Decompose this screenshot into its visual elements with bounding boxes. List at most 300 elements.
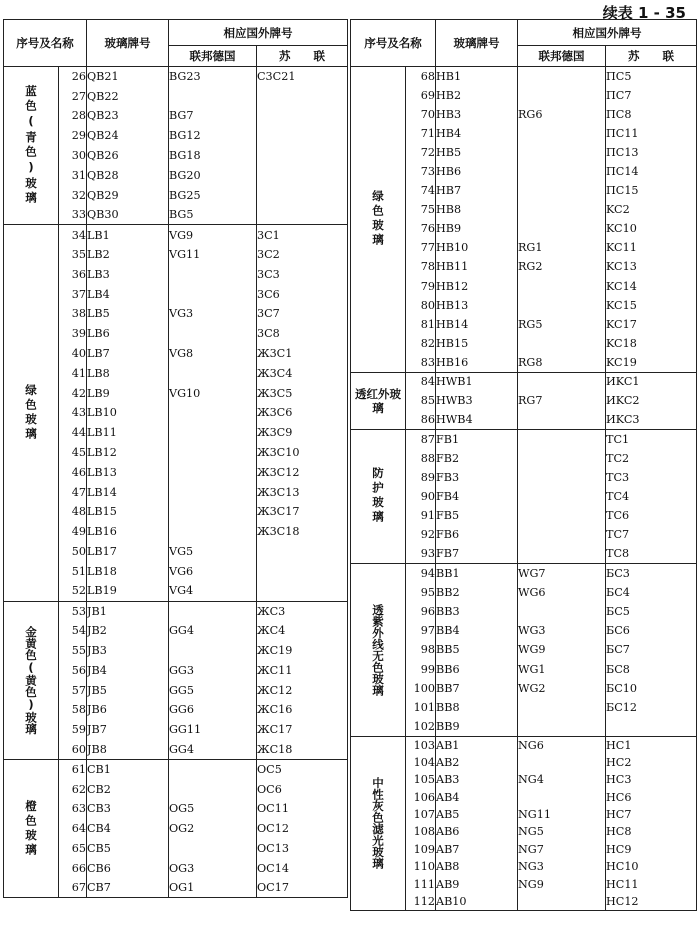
glass-grade: LB3	[87, 264, 169, 284]
glass-grade: QB22	[87, 86, 169, 106]
row-number: 38	[59, 304, 87, 324]
row-number: 60	[59, 740, 87, 760]
row-number: 67	[59, 878, 87, 898]
group-name: 蓝色(青色)玻璃	[4, 67, 59, 225]
group-name: 金黄色(黄色)玻璃	[4, 601, 59, 759]
left-table	[3, 19, 348, 898]
ussr-grade: HC7	[606, 806, 697, 823]
row-number: 97	[406, 621, 436, 640]
ussr-grade: ЖC19	[257, 641, 348, 661]
germany-grade	[518, 67, 606, 86]
row-number: 89	[406, 468, 436, 487]
germany-grade	[518, 200, 606, 219]
row-number: 110	[406, 858, 436, 875]
glass-grade: HB5	[436, 143, 518, 162]
germany-grade	[169, 423, 257, 443]
ussr-grade: TC3	[606, 468, 697, 487]
glass-grade: HB8	[436, 200, 518, 219]
ussr-grade: БC3	[606, 564, 697, 583]
group-name: 绿色玻璃	[351, 67, 406, 373]
germany-grade: VG9	[169, 225, 257, 245]
row-number: 74	[406, 181, 436, 200]
row-number: 100	[406, 679, 436, 698]
row-number: 81	[406, 315, 436, 334]
glass-grade: JB6	[87, 700, 169, 720]
glass-grade: LB8	[87, 363, 169, 383]
ussr-grade: HC12	[606, 893, 697, 910]
row-number: 72	[406, 143, 436, 162]
header-germany: 联邦德国	[518, 46, 606, 67]
ussr-grade: Ж3C17	[257, 502, 348, 522]
glass-grade: QB26	[87, 146, 169, 166]
germany-grade: VG5	[169, 542, 257, 562]
row-number: 93	[406, 544, 436, 563]
ussr-grade: БC5	[606, 602, 697, 621]
ussr-grade: ПC8	[606, 105, 697, 124]
glass-grade: LB14	[87, 482, 169, 502]
glass-grade: AB10	[436, 893, 518, 910]
glass-grade: BB7	[436, 679, 518, 698]
germany-grade: BG25	[169, 185, 257, 205]
germany-grade	[169, 522, 257, 542]
ussr-grade: TC7	[606, 525, 697, 544]
germany-grade: RG8	[518, 353, 606, 372]
row-number: 68	[406, 67, 436, 86]
row-number: 101	[406, 698, 436, 717]
germany-grade	[518, 468, 606, 487]
glass-grade: HB4	[436, 124, 518, 143]
ussr-grade: TC2	[606, 448, 697, 467]
ussr-grade: OC14	[257, 858, 348, 878]
germany-grade: WG7	[518, 564, 606, 583]
row-number: 95	[406, 583, 436, 602]
germany-grade: GG6	[169, 700, 257, 720]
ussr-grade: TC4	[606, 487, 697, 506]
germany-grade: GG4	[169, 740, 257, 760]
row-number: 45	[59, 443, 87, 463]
row-number: 58	[59, 700, 87, 720]
row-number: 106	[406, 788, 436, 805]
glass-grade: LB2	[87, 245, 169, 265]
ussr-grade: OC6	[257, 779, 348, 799]
ussr-grade	[257, 561, 348, 581]
row-number: 84	[406, 372, 436, 391]
ussr-grade: БC10	[606, 679, 697, 698]
row-number: 109	[406, 841, 436, 858]
row-number: 107	[406, 806, 436, 823]
ussr-grade: KC10	[606, 219, 697, 238]
ussr-grade: Ж3C12	[257, 462, 348, 482]
germany-grade: VG6	[169, 561, 257, 581]
row-number: 56	[59, 660, 87, 680]
ussr-grade: Ж3C10	[257, 443, 348, 463]
ussr-grade: TC8	[606, 544, 697, 563]
glass-grade: LB12	[87, 443, 169, 463]
ussr-grade: KC13	[606, 257, 697, 276]
glass-grade: JB3	[87, 641, 169, 661]
glass-grade: QB23	[87, 106, 169, 126]
table-row	[4, 67, 348, 87]
glass-grade: CB6	[87, 858, 169, 878]
ussr-grade	[257, 542, 348, 562]
row-number: 77	[406, 238, 436, 257]
header-ussr: 苏 联	[606, 46, 697, 67]
row-number: 41	[59, 363, 87, 383]
germany-grade: WG6	[518, 583, 606, 602]
ussr-grade: БC6	[606, 621, 697, 640]
glass-grade: LB4	[87, 284, 169, 304]
glass-grade: QB21	[87, 67, 169, 87]
row-number: 70	[406, 105, 436, 124]
ussr-grade: ИKC3	[606, 410, 697, 429]
germany-grade: GG11	[169, 720, 257, 740]
row-number: 69	[406, 86, 436, 105]
ussr-grade: Ж3C6	[257, 403, 348, 423]
ussr-grade: OC13	[257, 839, 348, 859]
germany-grade	[518, 602, 606, 621]
ussr-grade: TC1	[606, 429, 697, 448]
germany-grade: GG4	[169, 621, 257, 641]
row-number: 79	[406, 277, 436, 296]
ussr-grade: 3C3	[257, 264, 348, 284]
row-number: 112	[406, 893, 436, 910]
germany-grade: WG1	[518, 660, 606, 679]
ussr-grade: HC6	[606, 788, 697, 805]
table-row	[351, 372, 697, 391]
header-seq-name: 序号及名称	[351, 20, 436, 67]
germany-grade: BG18	[169, 146, 257, 166]
row-number: 43	[59, 403, 87, 423]
glass-grade: HB2	[436, 86, 518, 105]
ussr-grade: OC17	[257, 878, 348, 898]
germany-grade	[518, 525, 606, 544]
germany-grade	[518, 296, 606, 315]
ussr-grade	[257, 185, 348, 205]
ussr-grade	[257, 146, 348, 166]
germany-grade: GG5	[169, 680, 257, 700]
glass-grade: QB28	[87, 165, 169, 185]
row-number: 46	[59, 462, 87, 482]
ussr-grade	[606, 717, 697, 736]
row-number: 86	[406, 410, 436, 429]
germany-grade: NG7	[518, 841, 606, 858]
germany-grade	[518, 372, 606, 391]
germany-grade	[518, 143, 606, 162]
ussr-grade: ИKC1	[606, 372, 697, 391]
germany-grade: VG4	[169, 581, 257, 601]
ussr-grade: ЖC16	[257, 700, 348, 720]
ussr-grade: HC2	[606, 754, 697, 771]
glass-grade: AB1	[436, 736, 518, 753]
row-number: 105	[406, 771, 436, 788]
ussr-grade: KC19	[606, 353, 697, 372]
ussr-grade: 3C6	[257, 284, 348, 304]
glass-grade: HB15	[436, 334, 518, 353]
glass-grade: JB2	[87, 621, 169, 641]
glass-grade: JB7	[87, 720, 169, 740]
ussr-grade: ПC11	[606, 124, 697, 143]
glass-grade: LB19	[87, 581, 169, 601]
germany-grade	[518, 334, 606, 353]
glass-grade: HWB3	[436, 391, 518, 410]
germany-grade	[518, 698, 606, 717]
glass-grade: BB3	[436, 602, 518, 621]
right-table	[350, 19, 697, 911]
row-number: 64	[59, 819, 87, 839]
ussr-grade: ПC13	[606, 143, 697, 162]
row-number: 92	[406, 525, 436, 544]
ussr-grade: HC3	[606, 771, 697, 788]
glass-grade: CB2	[87, 779, 169, 799]
ussr-grade: ЖC11	[257, 660, 348, 680]
row-number: 55	[59, 641, 87, 661]
ussr-grade: ПC7	[606, 86, 697, 105]
ussr-grade: Ж3C18	[257, 522, 348, 542]
germany-grade: VG8	[169, 344, 257, 364]
group-name: 防护玻璃	[351, 429, 406, 563]
germany-grade	[169, 363, 257, 383]
header-grade: 玻璃牌号	[87, 20, 169, 67]
row-number: 71	[406, 124, 436, 143]
germany-grade	[518, 277, 606, 296]
header-foreign: 相应国外牌号	[169, 20, 348, 46]
glass-grade: JB8	[87, 740, 169, 760]
row-number: 83	[406, 353, 436, 372]
glass-grade: AB8	[436, 858, 518, 875]
row-number: 35	[59, 245, 87, 265]
glass-grade: AB7	[436, 841, 518, 858]
glass-grade: FB1	[436, 429, 518, 448]
germany-grade: VG3	[169, 304, 257, 324]
ussr-grade: C3C21	[257, 67, 348, 87]
germany-grade: RG5	[518, 315, 606, 334]
ussr-grade: HC9	[606, 841, 697, 858]
ussr-grade	[257, 86, 348, 106]
ussr-grade: ЖC17	[257, 720, 348, 740]
row-number: 52	[59, 581, 87, 601]
germany-grade	[518, 893, 606, 910]
germany-grade	[169, 502, 257, 522]
ussr-grade: Ж3C4	[257, 363, 348, 383]
ussr-grade	[257, 205, 348, 225]
germany-grade	[518, 717, 606, 736]
ussr-grade: OC11	[257, 799, 348, 819]
row-number: 63	[59, 799, 87, 819]
row-number: 96	[406, 602, 436, 621]
germany-grade: WG2	[518, 679, 606, 698]
ussr-grade: ЖC4	[257, 621, 348, 641]
germany-grade	[169, 443, 257, 463]
germany-grade	[518, 506, 606, 525]
glass-grade: FB4	[436, 487, 518, 506]
ussr-grade: HC1	[606, 736, 697, 753]
row-number: 80	[406, 296, 436, 315]
group-name: 透紫外线无色玻璃	[351, 564, 406, 737]
glass-grade: LB7	[87, 344, 169, 364]
header-ussr: 苏 联	[257, 46, 348, 67]
germany-grade	[518, 86, 606, 105]
glass-grade: HWB4	[436, 410, 518, 429]
ussr-grade: KC17	[606, 315, 697, 334]
row-number: 78	[406, 257, 436, 276]
row-number: 50	[59, 542, 87, 562]
row-number: 57	[59, 680, 87, 700]
glass-grade: BB6	[436, 660, 518, 679]
germany-grade: NG4	[518, 771, 606, 788]
row-number: 53	[59, 601, 87, 621]
germany-grade: BG12	[169, 126, 257, 146]
germany-grade: OG3	[169, 858, 257, 878]
glass-grade: AB2	[436, 754, 518, 771]
ussr-grade	[257, 126, 348, 146]
ussr-grade: OC5	[257, 759, 348, 779]
germany-grade: BG20	[169, 165, 257, 185]
glass-grade: QB24	[87, 126, 169, 146]
germany-grade	[169, 462, 257, 482]
germany-grade	[518, 487, 606, 506]
ussr-grade: Ж3C9	[257, 423, 348, 443]
glass-grade: HWB1	[436, 372, 518, 391]
ussr-grade: ЖC18	[257, 740, 348, 760]
row-number: 98	[406, 640, 436, 659]
glass-grade: HB14	[436, 315, 518, 334]
ussr-grade: HC11	[606, 875, 697, 892]
germany-grade: OG2	[169, 819, 257, 839]
ussr-grade: KC14	[606, 277, 697, 296]
germany-grade	[169, 324, 257, 344]
ussr-grade: 3C1	[257, 225, 348, 245]
row-number: 42	[59, 383, 87, 403]
ussr-grade: ПC15	[606, 181, 697, 200]
germany-grade	[169, 264, 257, 284]
ussr-grade: ЖC12	[257, 680, 348, 700]
glass-grade: LB18	[87, 561, 169, 581]
table-row	[351, 67, 697, 86]
group-name: 中性灰色滤光玻璃	[351, 736, 406, 910]
glass-grade: QB29	[87, 185, 169, 205]
glass-grade: LB1	[87, 225, 169, 245]
row-number: 102	[406, 717, 436, 736]
ussr-grade: KC11	[606, 238, 697, 257]
row-number: 36	[59, 264, 87, 284]
row-number: 76	[406, 219, 436, 238]
row-number: 66	[59, 858, 87, 878]
table-row	[351, 429, 697, 448]
glass-grade: HB1	[436, 67, 518, 86]
glass-grade: FB2	[436, 448, 518, 467]
glass-grade: QB30	[87, 205, 169, 225]
row-number: 28	[59, 106, 87, 126]
row-number: 111	[406, 875, 436, 892]
row-number: 54	[59, 621, 87, 641]
glass-grade: FB3	[436, 468, 518, 487]
row-number: 34	[59, 225, 87, 245]
germany-grade	[169, 86, 257, 106]
ussr-grade: KC2	[606, 200, 697, 219]
ussr-grade: 3C7	[257, 304, 348, 324]
ussr-grade: HC10	[606, 858, 697, 875]
germany-grade	[518, 754, 606, 771]
germany-grade	[518, 181, 606, 200]
glass-grade: CB5	[87, 839, 169, 859]
glass-grade: BB8	[436, 698, 518, 717]
row-number: 32	[59, 185, 87, 205]
germany-grade	[518, 219, 606, 238]
glass-grade: HB12	[436, 277, 518, 296]
glass-grade: FB6	[436, 525, 518, 544]
row-number: 26	[59, 67, 87, 87]
germany-grade: NG9	[518, 875, 606, 892]
glass-grade: BB2	[436, 583, 518, 602]
row-number: 39	[59, 324, 87, 344]
table-row	[4, 225, 348, 245]
glass-grade: CB1	[87, 759, 169, 779]
germany-grade	[518, 410, 606, 429]
group-name: 透红外玻璃	[351, 372, 406, 429]
glass-grade: LB10	[87, 403, 169, 423]
ussr-grade	[257, 106, 348, 126]
ussr-grade: KC18	[606, 334, 697, 353]
row-number: 90	[406, 487, 436, 506]
ussr-grade	[257, 165, 348, 185]
row-number: 29	[59, 126, 87, 146]
glass-grade: HB10	[436, 238, 518, 257]
row-number: 31	[59, 165, 87, 185]
row-number: 94	[406, 564, 436, 583]
row-number: 33	[59, 205, 87, 225]
row-number: 61	[59, 759, 87, 779]
germany-grade	[518, 448, 606, 467]
row-number: 37	[59, 284, 87, 304]
glass-grade: LB5	[87, 304, 169, 324]
glass-grade: LB6	[87, 324, 169, 344]
glass-grade: FB5	[436, 506, 518, 525]
germany-grade: RG6	[518, 105, 606, 124]
row-number: 59	[59, 720, 87, 740]
glass-grade: HB7	[436, 181, 518, 200]
glass-grade: AB3	[436, 771, 518, 788]
header-seq-name: 序号及名称	[4, 20, 87, 67]
glass-grade: LB15	[87, 502, 169, 522]
glass-grade: JB1	[87, 601, 169, 621]
ussr-grade: Ж3C13	[257, 482, 348, 502]
header-germany: 联邦德国	[169, 46, 257, 67]
germany-grade: OG5	[169, 799, 257, 819]
germany-grade: WG3	[518, 621, 606, 640]
ussr-grade: БC12	[606, 698, 697, 717]
ussr-grade: OC12	[257, 819, 348, 839]
group-name: 绿色玻璃	[4, 225, 59, 601]
glass-grade: HB9	[436, 219, 518, 238]
table-row	[4, 759, 348, 779]
group-name: 橙色玻璃	[4, 759, 59, 898]
row-number: 104	[406, 754, 436, 771]
row-number: 75	[406, 200, 436, 219]
glass-grade: BB4	[436, 621, 518, 640]
row-number: 85	[406, 391, 436, 410]
ussr-grade: БC7	[606, 640, 697, 659]
germany-grade	[169, 779, 257, 799]
table-row	[351, 564, 697, 583]
glass-grade: LB11	[87, 423, 169, 443]
header-grade: 玻璃牌号	[436, 20, 518, 67]
row-number: 108	[406, 823, 436, 840]
row-number: 44	[59, 423, 87, 443]
glass-grade: HB11	[436, 257, 518, 276]
glass-grade: LB17	[87, 542, 169, 562]
row-number: 48	[59, 502, 87, 522]
ussr-grade: БC8	[606, 660, 697, 679]
